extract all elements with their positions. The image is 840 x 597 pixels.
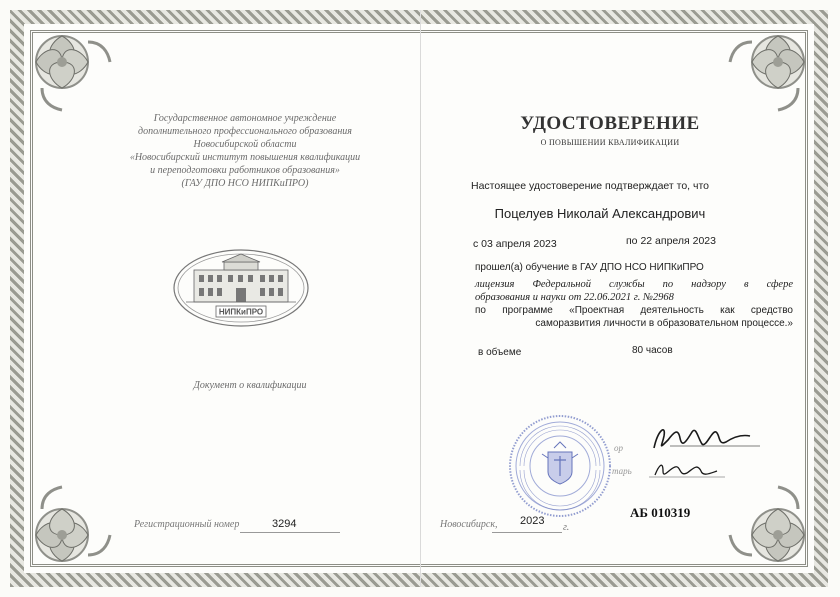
director-signature-icon [640, 418, 780, 458]
issuer-line: «Новосибирский институт повышения квалификации [129, 152, 361, 163]
institute-emblem-icon [172, 248, 310, 328]
document-type: Документ о квалификации [193, 380, 307, 391]
corner-ornament-icon [726, 22, 818, 114]
date-to: по 22 апреля 2023 [626, 235, 716, 247]
issuer-block [110, 112, 380, 190]
secretary-signature-icon [645, 455, 735, 485]
registration-underline [240, 532, 340, 533]
corner-ornament-icon [22, 483, 114, 575]
signatory-label: ор [614, 443, 623, 453]
certificate-title: УДОСТОВЕРЕНИЕ [520, 113, 700, 134]
volume-value: 80 часов [632, 345, 673, 356]
issue-year: 2023 [520, 515, 545, 527]
volume-label: в объеме [478, 347, 522, 358]
registration-label: Регистрационный номер [134, 519, 240, 530]
program-line-2: саморазвития личности в образовательном процессе.» [535, 318, 793, 329]
intro-text: Настоящее удостоверение подтверждает то, что [471, 180, 709, 192]
issuer-line: Новосибирской области [193, 139, 297, 150]
registration-number: 3294 [272, 518, 297, 530]
year-suffix: г. [563, 522, 570, 533]
corner-ornament-icon [22, 22, 114, 114]
issuer-line: Государственное автономное учреждение [153, 113, 337, 124]
program-line-1: по программе «Проектная деятельность как средство [475, 305, 793, 316]
date-from: с 03 апреля 2023 [473, 238, 557, 250]
center-fold [420, 10, 421, 587]
license-line-1: лицензия Федеральной службы по надзору в сфере [475, 279, 793, 290]
issuer-line: и переподготовки работников образования» [150, 165, 340, 176]
corner-ornament-icon [726, 483, 818, 575]
city-label: Новосибирск, [440, 519, 498, 530]
official-seal-icon [506, 412, 614, 520]
holder-name: Поцелуев Николай Александрович [494, 206, 706, 221]
issuer-line: (ГАУ ДПО НСО НИПКиПРО) [181, 178, 309, 189]
training-text: прошел(а) обучение в ГАУ ДПО НСО НИПКиПРО [475, 262, 704, 273]
year-underline [492, 532, 562, 533]
license-line-2: образования и науки от 22.06.2021 г. №2968 [475, 292, 674, 303]
issuer-line: дополнительного профессионального образования [138, 126, 352, 137]
serial-number: АБ 010319 [630, 505, 691, 520]
secretary-label: тарь [612, 466, 632, 476]
certificate-subtitle: О ПОВЫШЕНИИ КВАЛИФИКАЦИИ [540, 138, 680, 147]
emblem-caption: НИПКиПРО [218, 307, 264, 317]
